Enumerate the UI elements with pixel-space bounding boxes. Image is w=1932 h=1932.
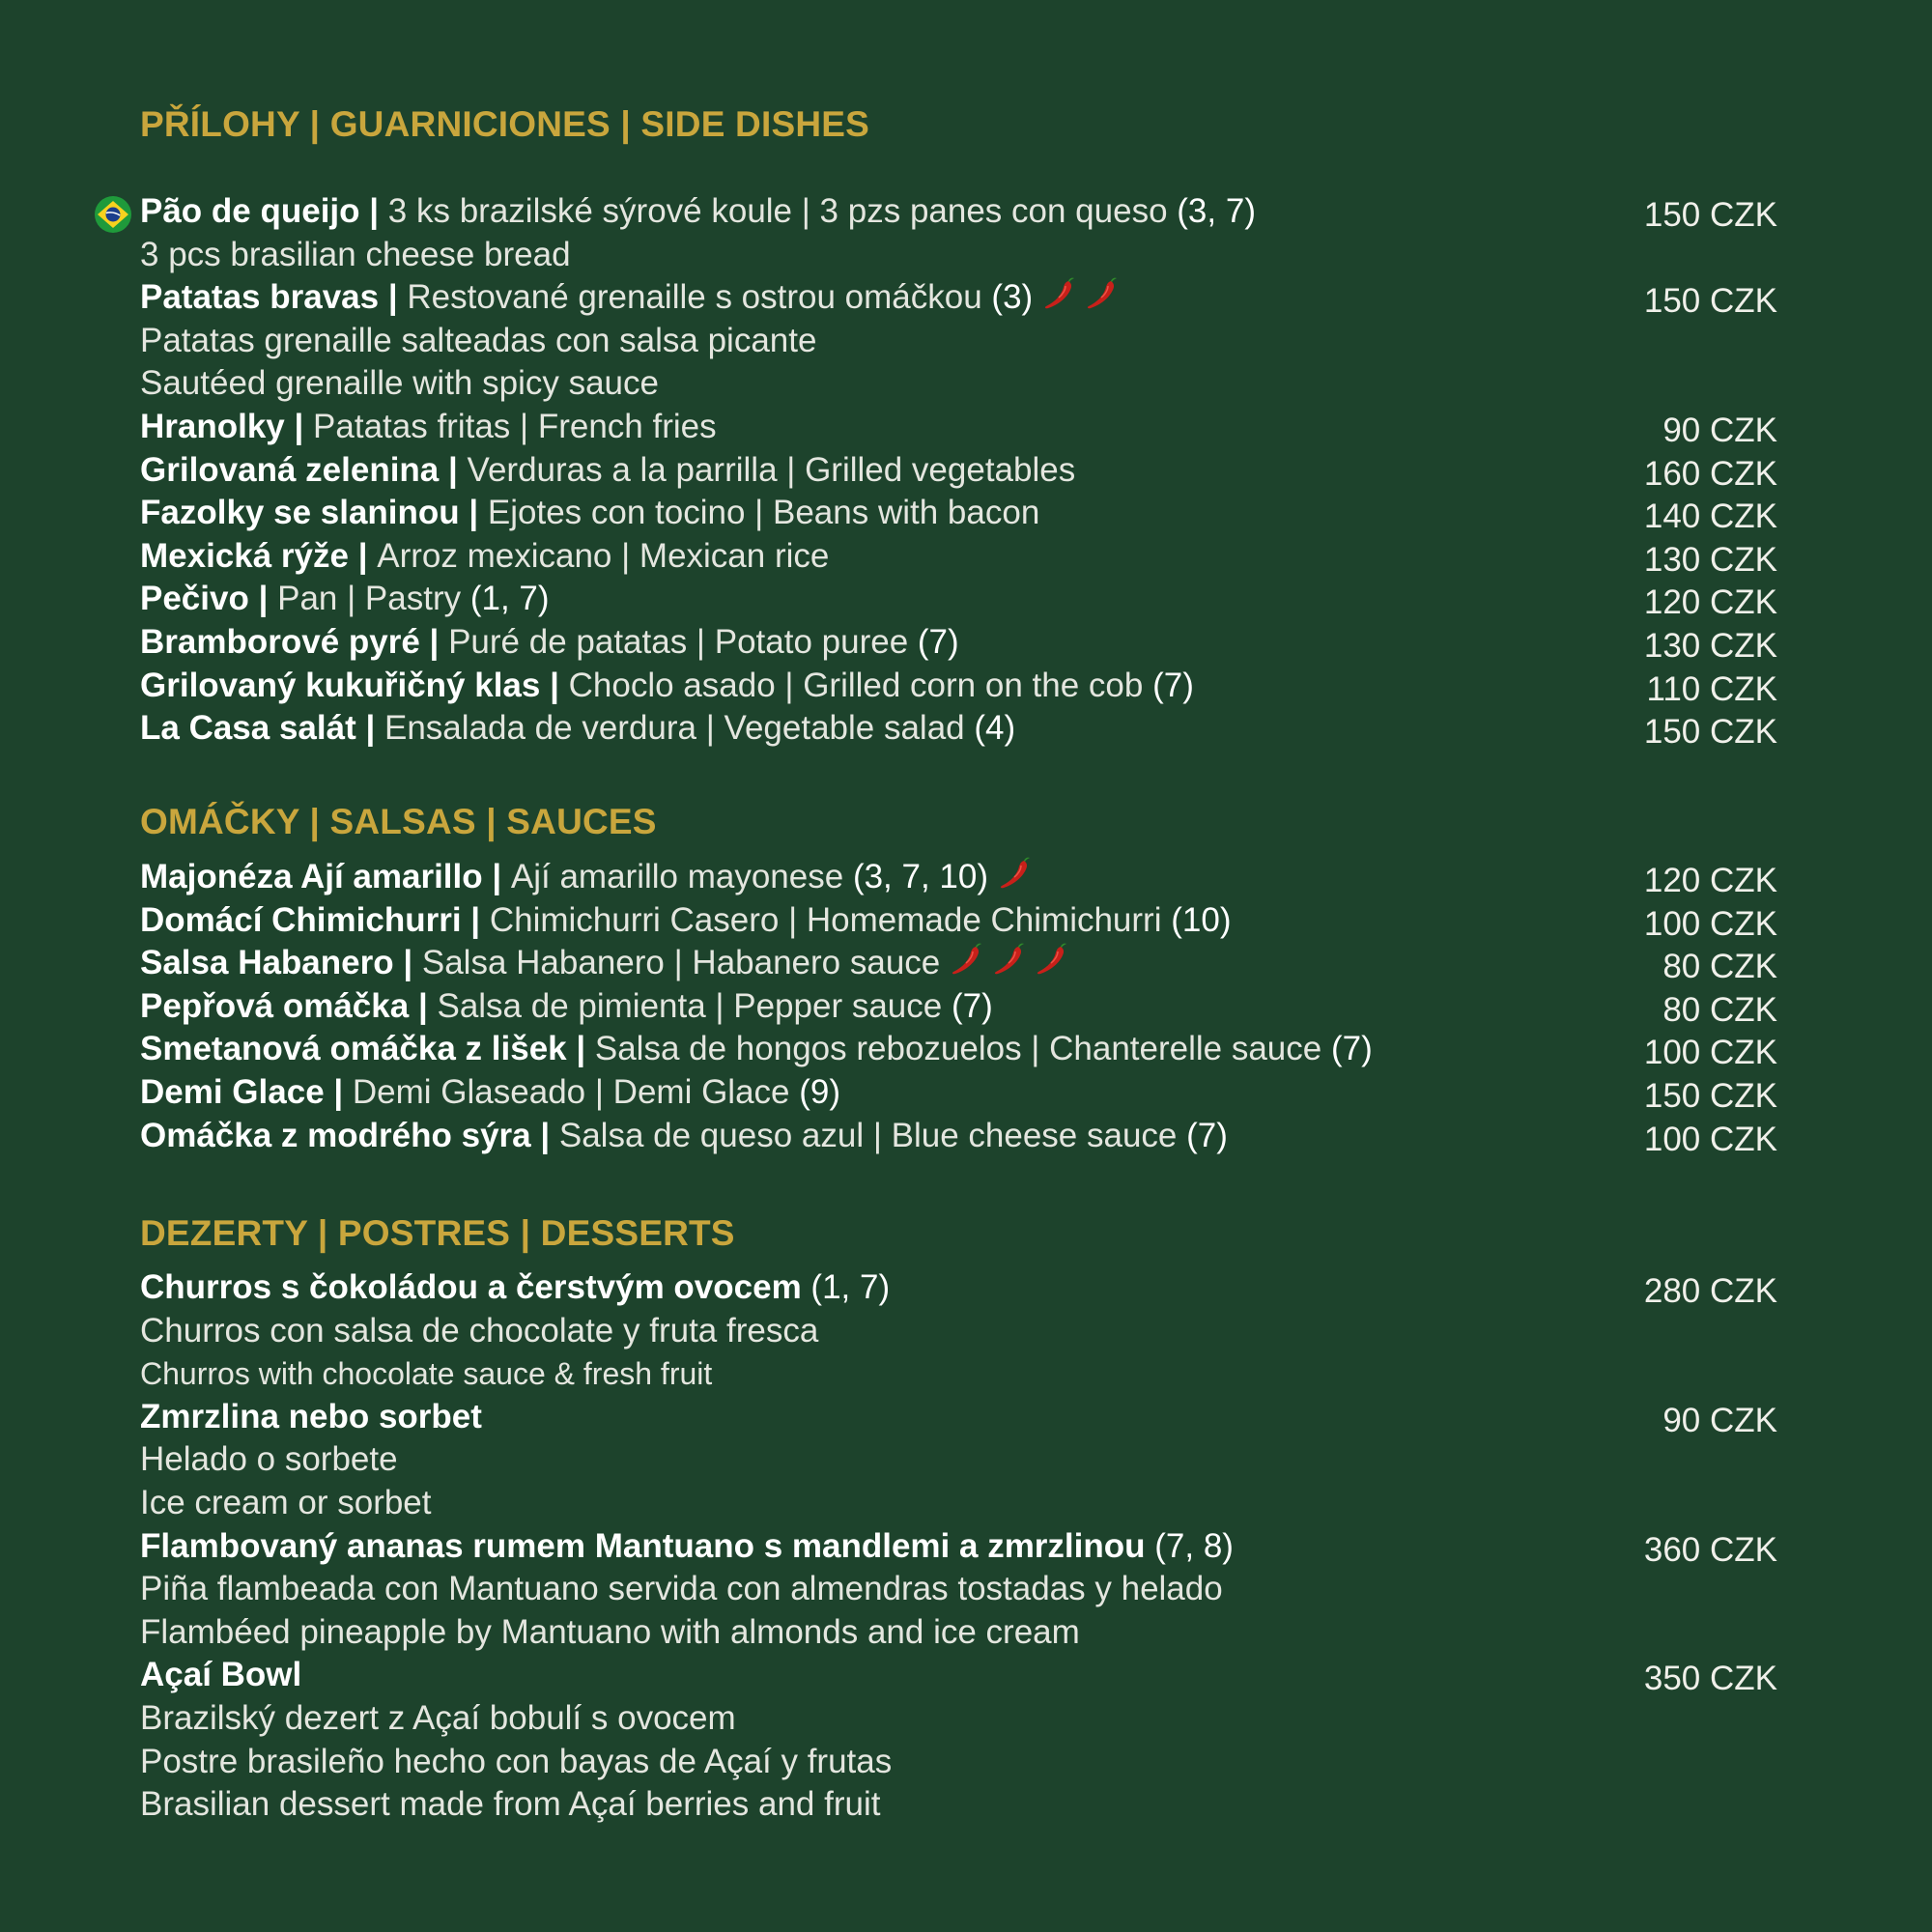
item-allergens: (7) xyxy=(1186,1116,1228,1154)
item-description: Salsa de hongos rebozuelos | Chanterelle sauce xyxy=(594,1030,1322,1068)
menu-item xyxy=(140,1396,1932,1525)
item-name: Salsa Habanero xyxy=(140,944,394,982)
item-name: Flambovaný ananas rumem Mantuano s mandlemi a zmrzlinou xyxy=(140,1526,1146,1565)
menu-item xyxy=(140,1525,1932,1655)
menu-item xyxy=(140,942,1932,985)
item-allergens: (3) xyxy=(991,278,1034,317)
separator: | xyxy=(359,192,388,230)
separator: | xyxy=(461,900,490,939)
item-name: Bramborové pyré xyxy=(140,623,420,661)
item-translation: Ice cream or sorbet xyxy=(140,1483,432,1521)
chili-pepper-icon xyxy=(992,948,1035,985)
menu-item xyxy=(140,1115,1932,1158)
spicy-level xyxy=(1042,277,1127,324)
item-allergens: (7) xyxy=(1330,1030,1373,1068)
item-price: 90 CZK xyxy=(1662,1401,1777,1439)
menu-item xyxy=(140,578,1932,621)
menu-item xyxy=(140,406,1932,449)
menu-item xyxy=(140,1071,1932,1115)
item-allergens: (9) xyxy=(799,1073,841,1111)
item-name: Pečivo xyxy=(140,580,249,618)
item-description: Patatas fritas | French fries xyxy=(313,408,717,445)
menu-item xyxy=(140,665,1932,708)
item-name: Pão de queijo xyxy=(140,192,360,230)
separator: | xyxy=(355,709,384,748)
item-allergens: (1, 7) xyxy=(469,580,550,618)
item-description: 3 ks brazilské sýrové koule | 3 pzs panes con queso xyxy=(387,192,1168,230)
item-price: 100 CZK xyxy=(1643,1120,1777,1158)
item-name: Omáčka z modrého sýra xyxy=(140,1116,531,1154)
item-allergens: (7) xyxy=(1152,666,1194,704)
item-translation: Patatas grenaille salteadas con salsa picante xyxy=(140,321,817,359)
item-translation: Sautéed grenaille with spicy sauce xyxy=(140,364,659,403)
item-name: Fazolky se slaninou xyxy=(140,494,460,532)
menu-item xyxy=(140,621,1932,665)
item-description: Demi Glaseado | Demi Glace xyxy=(352,1073,790,1111)
menu-item xyxy=(140,1654,1932,1826)
item-allergens: (3, 7) xyxy=(1177,192,1256,230)
item-translation: Churros con salsa de chocolate y fruta fresca xyxy=(140,1311,819,1350)
menu-item xyxy=(140,899,1932,943)
item-description: Chimichurri Casero | Homemade Chimichurri xyxy=(489,900,1162,939)
chili-pepper-icon xyxy=(950,948,992,985)
item-name: Majonéza Ají amarillo xyxy=(140,858,483,895)
item-price: 100 CZK xyxy=(1643,1034,1777,1072)
item-price: 360 CZK xyxy=(1643,1530,1777,1569)
spicy-level xyxy=(998,857,1040,903)
item-name: Pepřová omáčka xyxy=(140,986,410,1025)
item-name: La Casa salát xyxy=(140,709,356,748)
item-name: Hranolky xyxy=(140,408,285,445)
item-allergens: (7, 8) xyxy=(1154,1526,1234,1565)
item-allergens: (3, 7, 10) xyxy=(852,858,989,895)
brazil-flag-icon xyxy=(94,195,132,234)
item-name: Churros s čokoládou a čerstvým ovocem xyxy=(140,1268,802,1306)
menu-item xyxy=(140,707,1932,751)
item-description: Choclo asado | Grilled corn on the cob xyxy=(568,666,1144,704)
section-heading: OMÁČKY | SALSAS | SAUCES xyxy=(140,802,657,841)
item-name: Açaí Bowl xyxy=(140,1656,302,1694)
separator: | xyxy=(409,986,438,1025)
spicy-level xyxy=(950,943,1077,989)
item-translation: Helado o sorbete xyxy=(140,1440,398,1479)
item-description: Salsa de queso azul | Blue cheese sauce xyxy=(558,1116,1178,1154)
item-name: Demi Glace xyxy=(140,1073,325,1111)
item-price: 150 CZK xyxy=(1643,1077,1777,1115)
item-description: Ensalada de verdura | Vegetable salad xyxy=(384,709,965,748)
item-translation: 3 pcs brasilian cheese bread xyxy=(140,235,571,273)
item-name: Grilovaná zelenina xyxy=(140,450,440,489)
separator: | xyxy=(348,536,378,575)
item-price: 150 CZK xyxy=(1643,196,1777,234)
item-price: 120 CZK xyxy=(1643,862,1777,899)
menu-item xyxy=(140,985,1932,1029)
item-name: Patatas bravas xyxy=(140,278,380,317)
item-price: 150 CZK xyxy=(1643,282,1777,321)
separator: | xyxy=(459,494,488,532)
separator: | xyxy=(419,623,449,661)
menu-item xyxy=(140,1028,1932,1071)
item-name: Zmrzlina nebo sorbet xyxy=(140,1397,482,1435)
separator: | xyxy=(393,944,422,982)
section-heading: PŘÍLOHY | GUARNICIONES | SIDE DISHES xyxy=(140,104,870,144)
section-heading: DEZERTY | POSTRES | DESSERTS xyxy=(140,1213,735,1253)
item-translation: Brasilian dessert made from Açaí berries and fruit xyxy=(140,1785,881,1824)
item-description: Arroz mexicano | Mexican rice xyxy=(377,536,830,575)
separator: | xyxy=(439,450,468,489)
item-price: 350 CZK xyxy=(1643,1660,1777,1698)
item-price: 90 CZK xyxy=(1662,412,1777,449)
item-price: 280 CZK xyxy=(1643,1272,1777,1310)
item-translation: Flambéed pineapple by Mantuano with almonds and ice cream xyxy=(140,1612,1080,1651)
separator: | xyxy=(566,1030,595,1068)
item-description: Verduras a la parrilla | Grilled vegetables xyxy=(467,450,1076,489)
item-description: Pan | Pastry xyxy=(277,580,462,618)
item-description: Salsa Habanero | Habanero sauce xyxy=(421,944,941,982)
item-description: Restované grenaille s ostrou omáčkou xyxy=(407,278,982,317)
separator: | xyxy=(540,666,569,704)
item-translation: Churros with chocolate sauce & fresh fruit xyxy=(140,1356,713,1392)
menu-item xyxy=(140,1266,1932,1396)
separator: | xyxy=(248,580,278,618)
item-allergens: (7) xyxy=(917,623,959,661)
separator: | xyxy=(482,858,511,895)
chili-pepper-icon xyxy=(998,862,1040,899)
item-price: 100 CZK xyxy=(1643,904,1777,943)
menu-item xyxy=(140,535,1932,579)
chili-pepper-icon xyxy=(1042,282,1085,320)
separator: | xyxy=(379,278,408,317)
item-description: Puré de patatas | Potato puree xyxy=(448,623,909,661)
item-price: 110 CZK xyxy=(1646,669,1777,708)
chili-pepper-icon xyxy=(1035,948,1077,985)
item-translation: Postre brasileño hecho con bayas de Açaí y frutas xyxy=(140,1742,893,1780)
item-allergens: (4) xyxy=(974,709,1016,748)
item-description: Ejotes con tocino | Beans with bacon xyxy=(487,494,1040,532)
separator: | xyxy=(530,1116,559,1154)
item-description: Ají amarillo mayonese xyxy=(510,858,844,895)
item-allergens: (1, 7) xyxy=(810,1268,891,1306)
item-price: 80 CZK xyxy=(1662,948,1777,986)
item-allergens: (7) xyxy=(951,986,993,1025)
item-price: 80 CZK xyxy=(1662,990,1777,1029)
item-allergens: (10) xyxy=(1171,900,1232,939)
menu-item xyxy=(140,276,1932,406)
item-name: Grilovaný kukuřičný klas xyxy=(140,666,541,704)
menu-item xyxy=(140,492,1932,535)
menu-item xyxy=(140,856,1932,899)
menu-item xyxy=(140,190,1932,276)
item-price: 120 CZK xyxy=(1643,583,1777,622)
item-translation: Brazilský dezert z Açaí bobulí s ovocem xyxy=(140,1698,736,1737)
item-name: Mexická rýže xyxy=(140,536,349,575)
chili-pepper-icon xyxy=(1085,282,1127,320)
item-name: Smetanová omáčka z lišek xyxy=(140,1030,567,1068)
item-price: 150 CZK xyxy=(1643,713,1777,752)
separator: | xyxy=(324,1073,353,1111)
item-price: 130 CZK xyxy=(1643,627,1777,665)
separator: | xyxy=(284,408,314,445)
item-price: 130 CZK xyxy=(1643,540,1777,579)
item-translation: Piña flambeada con Mantuano servida con almendras tostadas y helado xyxy=(140,1570,1223,1608)
item-description: Salsa de pimienta | Pepper sauce xyxy=(437,986,943,1025)
item-price: 140 CZK xyxy=(1643,497,1777,536)
menu-item xyxy=(140,449,1932,493)
item-price: 160 CZK xyxy=(1643,454,1777,493)
item-name: Domácí Chimichurri xyxy=(140,900,462,939)
